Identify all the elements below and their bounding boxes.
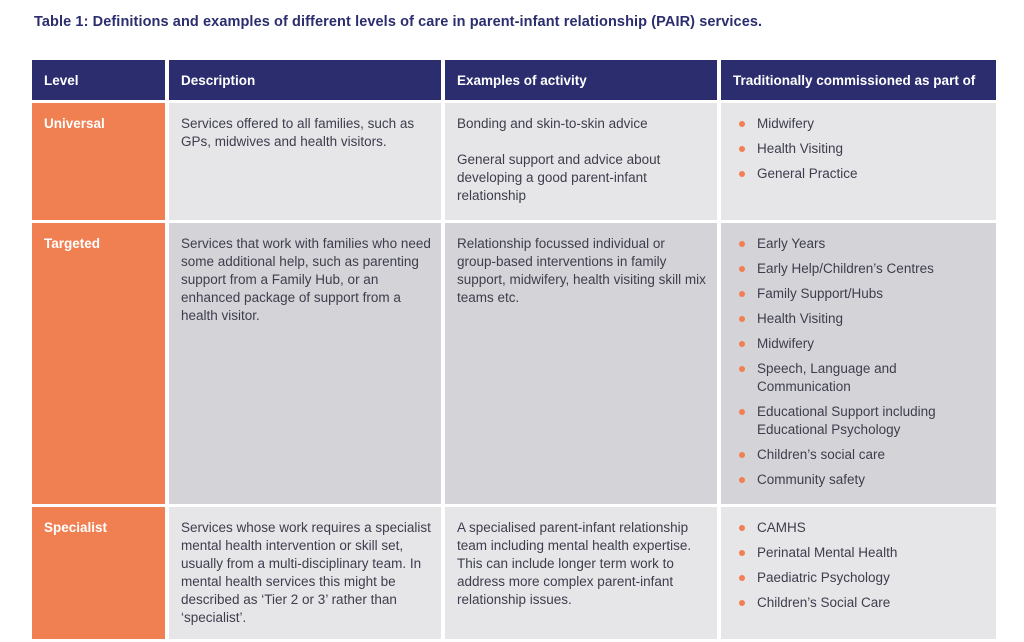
- description-cell: [169, 223, 441, 504]
- list-item: Health Visiting: [733, 310, 986, 328]
- list-item: Speech, Language and Communication: [733, 360, 986, 396]
- list-item: General Practice: [733, 165, 986, 183]
- commissioned-list: [733, 235, 986, 489]
- list-item: Paediatric Psychology: [733, 569, 986, 587]
- table-header-row: [32, 60, 996, 100]
- examples-cell: [445, 103, 717, 220]
- example-text: General support and advice about developing a good parent-infant relationship: [457, 152, 661, 203]
- level-cell: Targeted: [32, 223, 165, 504]
- example-text: A specialised parent-infant relationship team including mental health expertise. This can include longer term work to address more complex parent-infant relationship issues.: [457, 520, 692, 607]
- list-item: Midwifery: [733, 335, 986, 353]
- description-cell: [169, 507, 441, 639]
- list-item: CAMHS: [733, 519, 986, 537]
- commissioned-cell: [721, 103, 996, 220]
- commissioned-list: [733, 519, 986, 612]
- list-item: Early Years: [733, 235, 986, 253]
- commissioned-cell: [721, 223, 996, 504]
- list-item: Health Visiting: [733, 140, 986, 158]
- level-cell: Universal: [32, 103, 165, 220]
- description-text: Services that work with families who need some additional help, such as parenting support from a Family Hub, or an enhanced package of support from a health visitor.: [181, 236, 431, 323]
- table-caption: Table 1: Definitions and examples of different levels of care in parent-infant relationship (PAIR) services.: [34, 14, 763, 30]
- examples-cell: [445, 507, 717, 639]
- commissioned-cell: [721, 507, 996, 639]
- list-item: Midwifery: [733, 115, 986, 133]
- list-item: Community safety: [733, 471, 986, 489]
- table-row-specialist: [32, 507, 996, 639]
- description-cell: [169, 103, 441, 220]
- example-text: Relationship focussed individual or group-based interventions in family support, midwifery, health visiting skill mix teams etc.: [457, 236, 706, 305]
- header-level: Level: [32, 60, 165, 100]
- table-row-targeted: [32, 223, 996, 504]
- example-text: Bonding and skin-to-skin advice: [457, 116, 648, 131]
- header-examples: Examples of activity: [445, 60, 717, 100]
- list-item: Perinatal Mental Health: [733, 544, 986, 562]
- list-item: Children’s social care: [733, 446, 986, 464]
- commissioned-list: [733, 115, 986, 183]
- list-item: Children’s Social Care: [733, 594, 986, 612]
- header-commissioned: Traditionally commissioned as part of: [721, 60, 996, 100]
- pair-levels-table: [28, 57, 1000, 642]
- description-text: Services whose work requires a specialist mental health intervention or skill set, usually from a multi-disciplinary team. In mental health services this might be described as ‘Tier 2 or 3’ rather than ‘specialist’.: [181, 520, 431, 625]
- header-description: Description: [169, 60, 441, 100]
- description-text: Services offered to all families, such as GPs, midwives and health visitors.: [181, 116, 415, 149]
- list-item: Early Help/Children’s Centres: [733, 260, 986, 278]
- list-item: Family Support/Hubs: [733, 285, 986, 303]
- examples-cell: [445, 223, 717, 504]
- list-item: Educational Support including Educational Psychology: [733, 403, 986, 439]
- table-row-universal: [32, 103, 996, 220]
- level-cell: Specialist: [32, 507, 165, 639]
